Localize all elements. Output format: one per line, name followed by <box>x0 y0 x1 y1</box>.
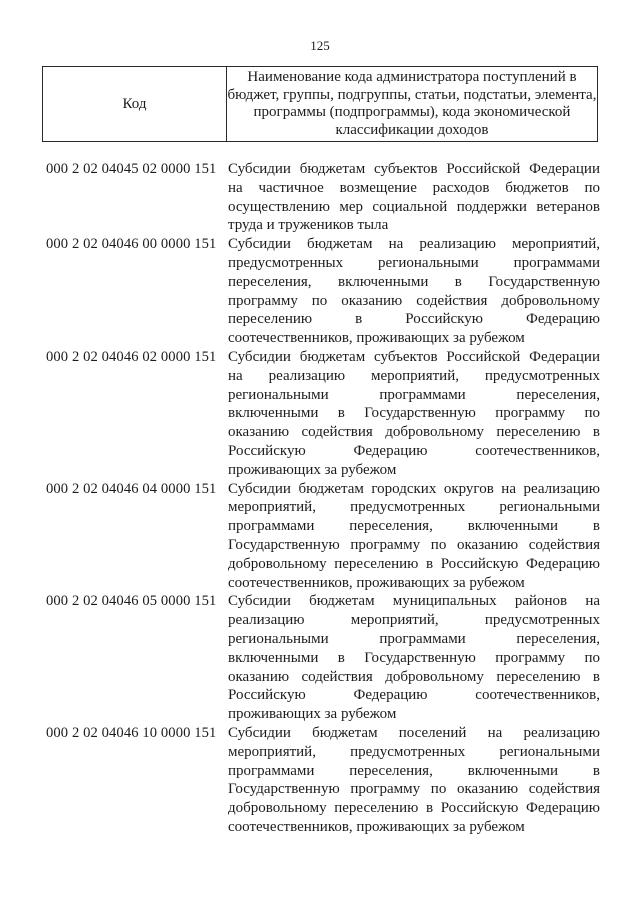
column-header-name: Наименование кода администратора поступлений в бюджет, группы, подгруппы, статьи, подстатьи, элемента, программы (подпрограммы), кода экономической классификации доходов <box>227 67 598 142</box>
description-line: предусмотренных региональными программами <box>228 254 600 271</box>
description-line: соотечественников, проживающих за рубежом <box>228 330 525 347</box>
description-line: Субсидии бюджетам субъектов Российской Федерации <box>228 348 600 365</box>
description-line: оказанию содействия добровольному переселению в <box>228 668 600 685</box>
classification-code: 000 2 02 04046 02 0000 151 <box>46 348 217 365</box>
description-line: программами переселения, включенными в <box>228 762 600 779</box>
table-row <box>46 592 602 724</box>
code-description <box>228 160 602 235</box>
description-line: Субсидии бюджетам на реализацию мероприятий, <box>228 236 600 253</box>
description-line: соотечественников, проживающих за рубежом <box>228 574 525 591</box>
table-row <box>46 480 602 593</box>
classification-code: 000 2 02 04046 05 0000 151 <box>46 593 217 610</box>
classification-code: 000 2 02 04046 04 0000 151 <box>46 480 217 497</box>
table-row <box>46 235 602 348</box>
description-line: региональными программами переселения, <box>228 630 600 647</box>
table-row <box>46 160 602 235</box>
classification-code: 000 2 02 04045 02 0000 151 <box>46 161 217 177</box>
page-number: 125 <box>310 38 330 53</box>
description-line: на частичное возмещение расходов бюджетов по <box>228 179 600 196</box>
description-line: Государственную программу по оказанию содействия <box>228 536 600 553</box>
code-description <box>228 724 602 837</box>
description-line: переселению в Российскую Федерацию <box>228 311 600 328</box>
description-line: Российскую Федерацию соотечественников, <box>228 442 600 459</box>
description-line: на реализацию мероприятий, предусмотренных <box>228 367 600 384</box>
description-line: проживающих за рубежом <box>228 461 397 478</box>
table-row <box>46 348 602 480</box>
description-line: включенными в Государственную программу по <box>228 649 600 666</box>
description-line: оказанию содействия добровольному переселению в <box>228 424 600 441</box>
description-line: Российскую Федерацию соотечественников, <box>228 687 600 704</box>
description-line: Государственную программу по оказанию содействия <box>228 781 600 798</box>
code-description <box>228 235 602 348</box>
description-line: включенными в Государственную программу по <box>228 405 600 422</box>
description-line: реализацию мероприятий, предусмотренных <box>228 612 600 629</box>
description-line: соотечественников, проживающих за рубежом <box>228 818 525 835</box>
description-line: добровольному переселению в Российскую Федерацию <box>228 555 600 572</box>
description-line: мероприятий, предусмотренных региональными <box>228 499 600 516</box>
description-line: региональными программами переселения, <box>228 386 600 403</box>
description-line: осуществлению мер социальной поддержки ветеранов <box>228 198 600 215</box>
description-line: мероприятий, предусмотренных региональными <box>228 743 600 760</box>
description-line: программу по оказанию содействия добровольному <box>228 292 600 309</box>
description-line: добровольному переселению в Российскую Федерацию <box>228 800 600 817</box>
description-line: переселения, включенными в Государственную <box>228 273 600 290</box>
description-line: труда и тружеников тыла <box>228 217 389 234</box>
code-description <box>228 480 602 593</box>
classification-code: 000 2 02 04046 00 0000 151 <box>46 236 217 253</box>
classification-code: 000 2 02 04046 10 0000 151 <box>46 724 217 741</box>
column-header-code: Код <box>43 67 227 142</box>
code-description <box>228 348 602 480</box>
description-line: проживающих за рубежом <box>228 706 397 723</box>
description-line: Субсидии бюджетам муниципальных районов на <box>228 593 600 610</box>
description-line: программами переселения, включенными в <box>228 518 600 535</box>
table-row <box>46 724 602 837</box>
code-list <box>46 160 602 837</box>
table-header <box>42 66 598 142</box>
description-line: Субсидии бюджетам городских округов на реализацию <box>228 480 600 497</box>
description-line: Субсидии бюджетам субъектов Российской Федерации <box>228 161 600 177</box>
code-description <box>228 592 602 724</box>
description-line: Субсидии бюджетам поселений на реализацию <box>228 724 600 741</box>
